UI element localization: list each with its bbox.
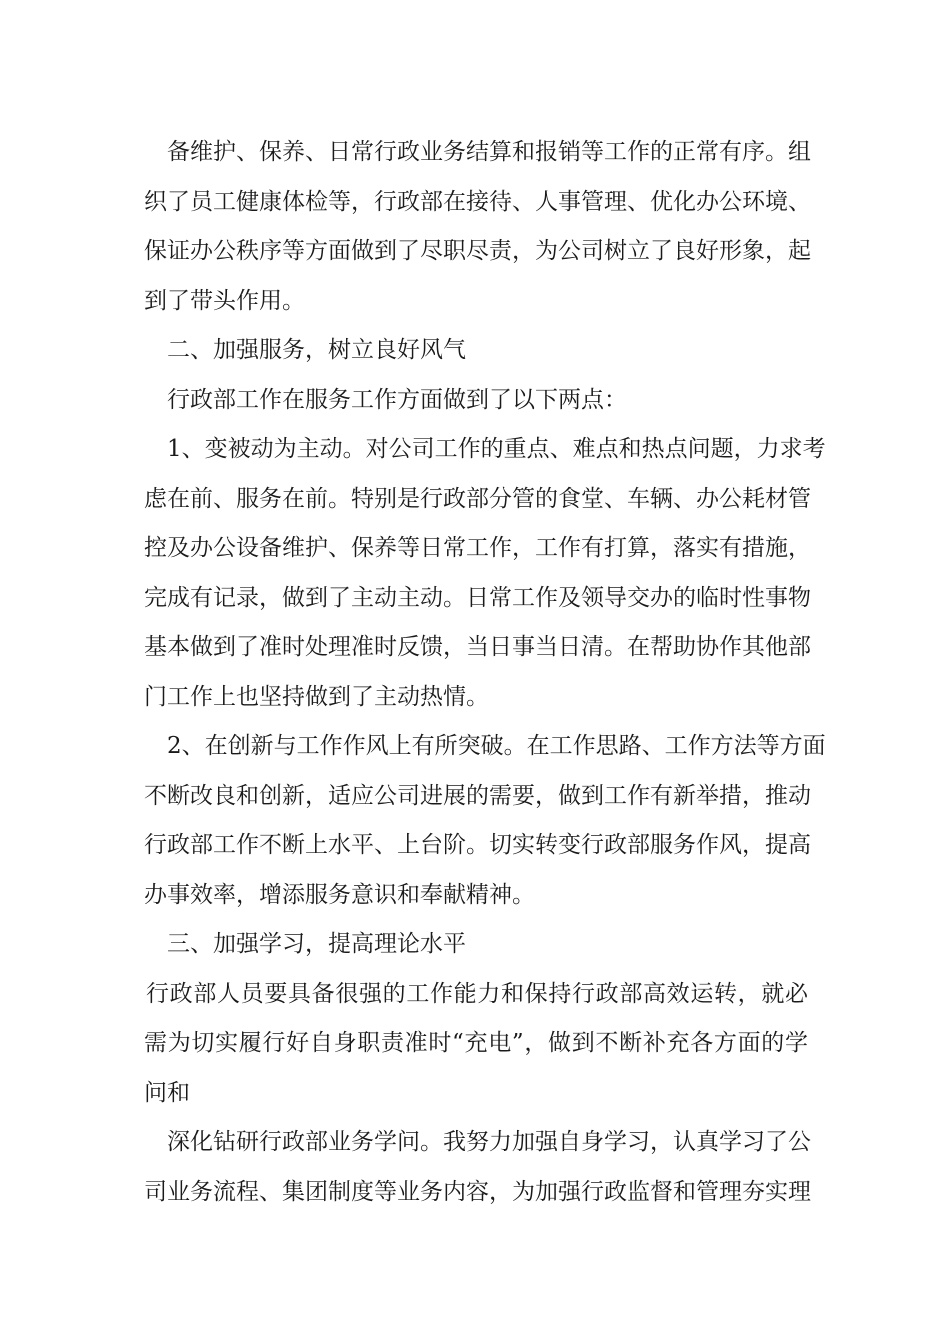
document-line: 门工作上也坚持做到了主动热情。 <box>144 683 489 710</box>
document-line: 行政部工作不断上水平、上台阶。切实转变行政部服务作风，提高 <box>144 832 811 858</box>
document-line: 办事效率，增添服务意识和奉献精神。 <box>144 881 535 908</box>
document-line: 控及办公设备维护、保养等日常工作，工作有打算，落实有措施， <box>144 535 811 561</box>
document-line: 虑在前、服务在前。特别是行政部分管的食堂、车辆、办公耗材管 <box>144 485 811 512</box>
document-line: 司业务流程、集团制度等业务内容，为加强行政监督和管理夯实理 <box>144 1178 811 1205</box>
document-line: 需为切实履行好自身职责准时“充电”，做到不断补充各方面的学 <box>144 1030 808 1056</box>
document-line: 深化钻研行政部业务学问。我努力加强自身学习，认真学习了公 <box>167 1129 811 1155</box>
document-line: 不断改良和创新，适应公司进展的需要，做到工作有新举措，推动 <box>144 782 811 809</box>
document-line: 2、在创新与工作作风上有所突破。在工作思路、工作方法等方面 <box>167 733 826 759</box>
document-line: 二、加强服务，树立良好风气 <box>167 337 466 363</box>
document-line: 1、变被动为主动。对公司工作的重点、难点和热点问题，力求考 <box>167 436 826 462</box>
document-line: 行政部工作在服务工作方面做到了以下两点： <box>167 386 627 413</box>
document-line: 三、加强学习，提高理论水平 <box>167 931 466 957</box>
document-line: 备维护、保养、日常行政业务结算和报销等工作的正常有序。组 <box>167 139 811 165</box>
document-line: 织了员工健康体检等，行政部在接待、人事管理、优化办公环境、 <box>144 188 811 215</box>
document-line: 问和 <box>144 1079 190 1106</box>
document-line: 完成有记录，做到了主动主动。日常工作及领导交办的临时性事物 <box>144 584 811 611</box>
document-line: 行政部人员要具备很强的工作能力和保持行政部高效运转，就必 <box>146 980 808 1007</box>
document-line: 到了带头作用。 <box>144 287 305 314</box>
document-line: 保证办公秩序等方面做到了尽职尽责，为公司树立了良好形象，起 <box>144 238 811 264</box>
document-line: 基本做到了准时处理准时反馈，当日事当日清。在帮助协作其他部 <box>144 634 811 660</box>
document-body <box>144 128 826 1217</box>
